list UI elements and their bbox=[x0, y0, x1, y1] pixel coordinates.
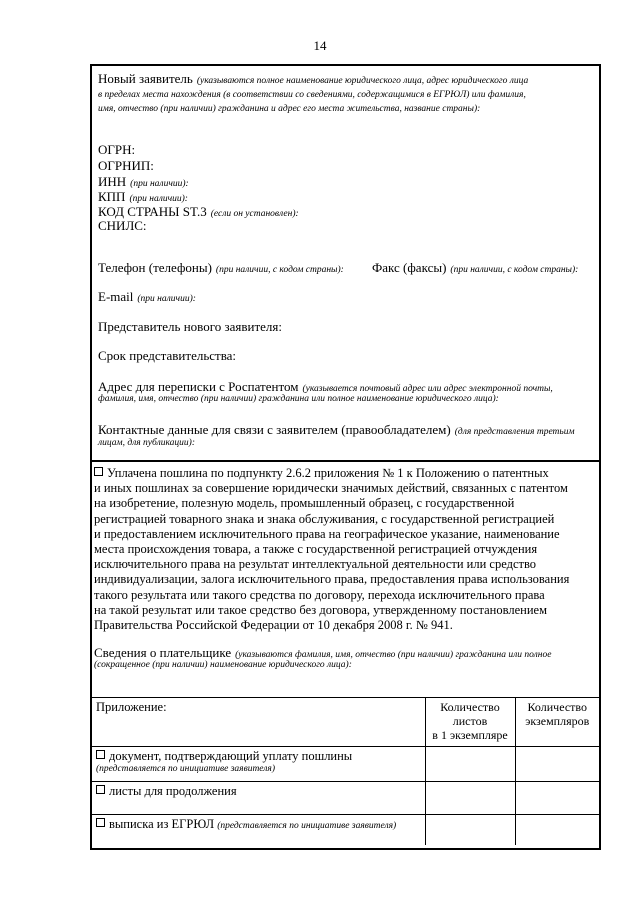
sheets-cell[interactable] bbox=[425, 747, 515, 782]
fee-line-2: и иных пошлинах за совершение юридически значимых действий, связанных с патентом bbox=[94, 481, 568, 496]
attachment-note: (представляется по инициативе заявителя) bbox=[217, 821, 397, 831]
phone-label: Телефон (телефоны) bbox=[98, 260, 212, 275]
form-frame bbox=[90, 64, 601, 850]
fee-checkbox[interactable] bbox=[94, 467, 103, 476]
country-code-note: (если он установлен): bbox=[210, 209, 299, 219]
kpp-note: (при наличии): bbox=[129, 194, 188, 204]
email-note: (при наличии): bbox=[137, 294, 196, 304]
table-row bbox=[92, 782, 599, 815]
fee-line-4: регистрацией товарного знака и знака обслуживания, с государственной регистрацией bbox=[94, 511, 555, 526]
applicant-note-3: имя, отчество (при наличии) гражданина и адрес его места жительства, название страны): bbox=[98, 104, 481, 114]
representative-label: Представитель нового заявителя: bbox=[98, 319, 282, 334]
fee-line-3: на изобретение, полезную модель, промышленный образец, с государственной bbox=[94, 496, 515, 511]
fee-line-9: такого результата или такого средства по договору, перехода исключительного права bbox=[94, 587, 545, 602]
fee-line-5: и предоставлением исключительного права на географическое указание, наименование bbox=[94, 526, 560, 541]
contacts-note-1: (для представления третьим bbox=[454, 427, 575, 437]
address-note-2: фамилия, имя, отчество (при наличии) гражданина или полное наименование юридического лица): bbox=[98, 394, 499, 404]
payer-note-2: (сокращенное (при наличии) наименование юридического лица): bbox=[94, 660, 352, 670]
country-code-label: КОД СТРАНЫ ST.3 bbox=[98, 204, 207, 219]
attachments-header-row bbox=[92, 698, 599, 747]
copies-cell[interactable] bbox=[515, 815, 599, 846]
table-row bbox=[92, 815, 599, 846]
copies-cell[interactable] bbox=[515, 747, 599, 782]
fee-line-11: Правительства Российской Федерации от 10 декабря 2008 г. № 941. bbox=[94, 618, 453, 633]
address-note-1: (указывается почтовый адрес или адрес электронной почты, bbox=[302, 384, 553, 394]
sheets-column-header: Количество листов в 1 экземпляре bbox=[425, 698, 515, 747]
sheets-cell[interactable] bbox=[425, 782, 515, 815]
copies-cell[interactable] bbox=[515, 782, 599, 815]
fee-paragraph bbox=[94, 466, 597, 633]
fee-section bbox=[92, 462, 599, 848]
ogrn-label: ОГРН: bbox=[98, 142, 136, 157]
contacts-line bbox=[98, 421, 575, 439]
attachment-checkbox[interactable] bbox=[96, 818, 105, 827]
fee-line-7: исключительного права на результат интеллектуальной деятельности или средство bbox=[94, 557, 537, 572]
table-row bbox=[92, 747, 599, 782]
attachments-header: Приложение: bbox=[92, 698, 425, 747]
attachment-checkbox[interactable] bbox=[96, 785, 105, 794]
inn-label: ИНН bbox=[98, 174, 127, 189]
address-label: Адрес для переписки с Роспатентом bbox=[98, 379, 299, 394]
attachment-label: выписка из ЕГРЮЛ bbox=[109, 817, 215, 831]
fax-line bbox=[372, 259, 578, 277]
ogrnip-label: ОГРНИП: bbox=[98, 158, 154, 173]
copies-column-header: Количество экземпляров bbox=[515, 698, 599, 747]
email-line bbox=[98, 288, 196, 306]
email-label: E-mail bbox=[98, 289, 134, 304]
sheets-cell[interactable] bbox=[425, 815, 515, 846]
snils-label: СНИЛС: bbox=[98, 218, 147, 233]
applicant-note-2: в пределах места нахождения (в соответствии со сведениями, содержащимися в ЕГРЮЛ) или фамилия, bbox=[98, 90, 526, 100]
payer-title: Сведения о плательщике bbox=[94, 645, 232, 660]
attachment-note: (представляется по инициативе заявителя) bbox=[96, 764, 276, 774]
fee-line-10: на такой результат или такое средство без договора, утвержденному постановлением bbox=[94, 602, 547, 617]
applicant-note-1: (указываются полное наименование юридического лица, адрес юридического лица bbox=[196, 76, 529, 86]
attachment-checkbox[interactable] bbox=[96, 750, 105, 759]
attachments-table bbox=[92, 697, 599, 845]
inn-note: (при наличии): bbox=[130, 179, 189, 189]
attachment-label: листы для продолжения bbox=[109, 784, 237, 798]
attachment-label: документ, подтверждающий уплату пошлины bbox=[109, 749, 353, 763]
attachment-cell bbox=[92, 782, 425, 815]
new-applicant-section bbox=[92, 66, 599, 462]
attachment-cell bbox=[92, 815, 425, 846]
fee-line-6: места происхождения товара, а также с государственной регистрацией отчуждения bbox=[94, 542, 538, 557]
phone-line bbox=[98, 259, 344, 277]
contacts-label: Контактные данные для связи с заявителем (правообладателем) bbox=[98, 422, 451, 437]
applicant-title: Новый заявитель bbox=[98, 71, 193, 86]
contacts-note-2: лицам, для публикации): bbox=[98, 438, 195, 448]
fee-line-1: Уплачена пошлина по подпункту 2.6.2 приложения № 1 к Положению о патентных bbox=[94, 466, 597, 481]
attachment-cell bbox=[92, 747, 425, 782]
fax-label: Факс (факсы) bbox=[372, 260, 447, 275]
kpp-label: КПП bbox=[98, 189, 126, 204]
applicant-title-line bbox=[98, 70, 528, 88]
page-number: 14 bbox=[313, 38, 327, 53]
phone-note: (при наличии, с кодом страны): bbox=[215, 265, 344, 275]
payer-note-1: (указываются фамилия, имя, отчество (при наличии) гражданина или полное bbox=[235, 650, 552, 660]
fee-line-8: индивидуализации, залога исключительного права, предоставления права использования bbox=[94, 572, 570, 587]
fax-note: (при наличии, с кодом страны): bbox=[450, 265, 579, 275]
term-label: Срок представительства: bbox=[98, 348, 237, 363]
